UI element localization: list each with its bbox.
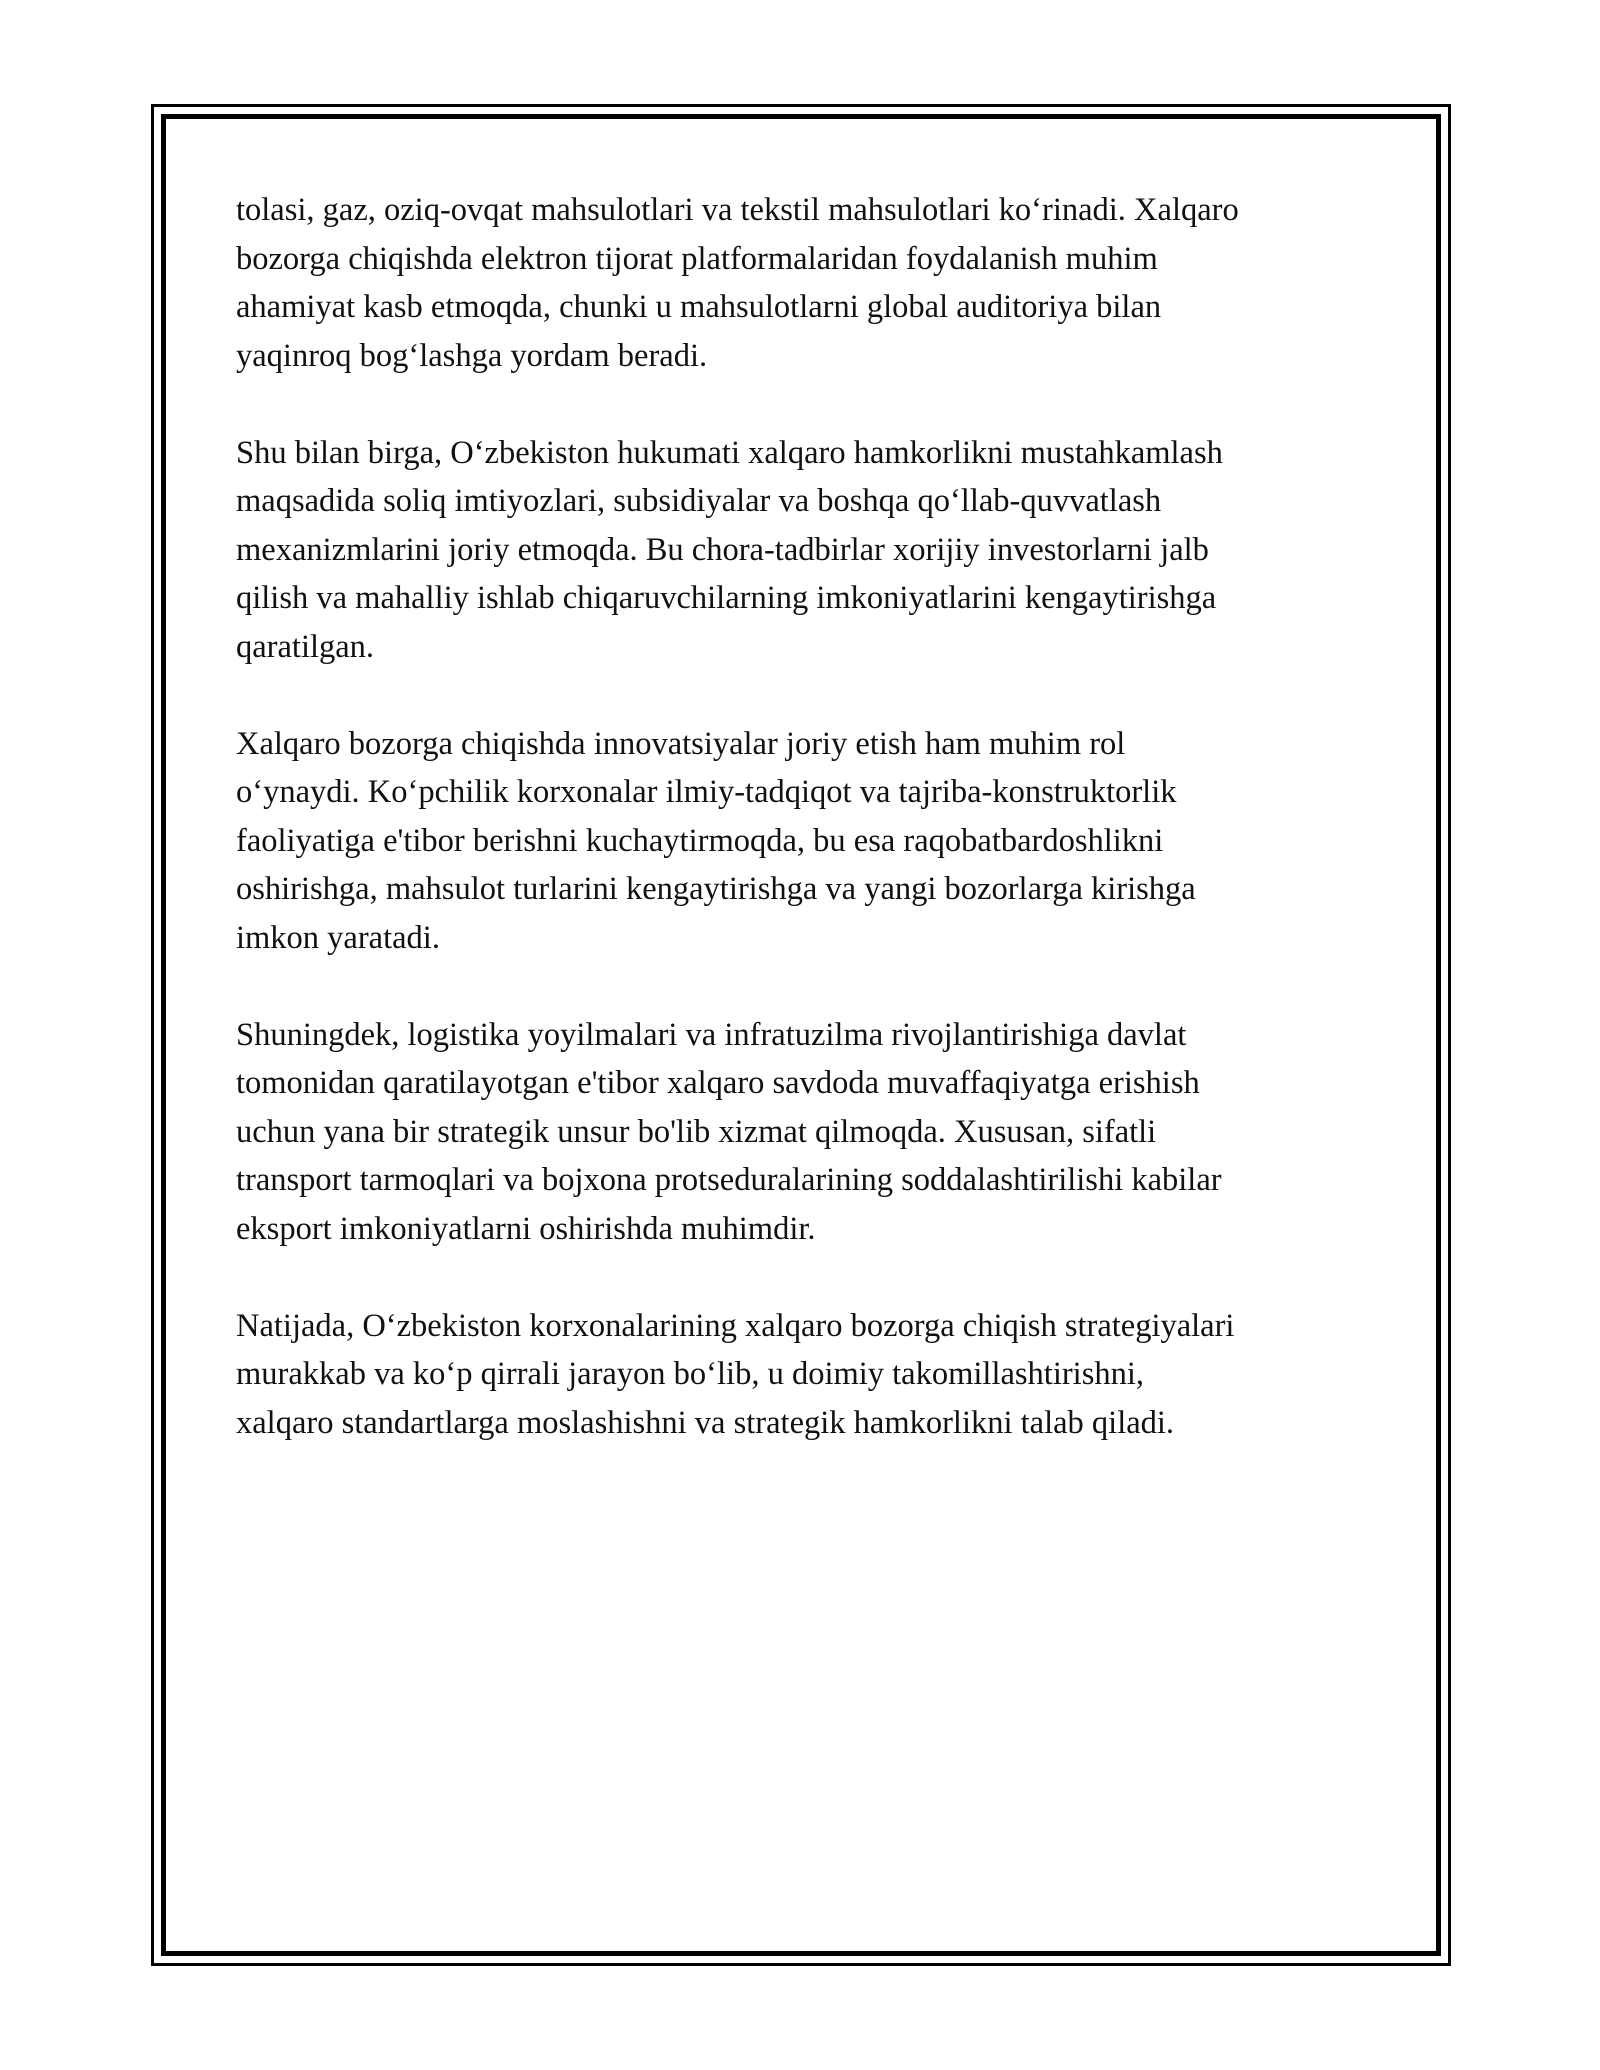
text-line: Xalqaro bozorga chiqishda innovatsiyalar joriy etish ham muhim rol bbox=[236, 725, 1126, 762]
paragraph-4 bbox=[236, 1011, 1376, 1254]
text-line: tomonidan qaratilayotgan e'tibor xalqaro savdoda muvaffaqiyatga erishish bbox=[236, 1065, 1200, 1101]
paragraph-3 bbox=[236, 720, 1376, 963]
text-line: mexanizmlarini joriy etmoqda. Bu chora-tadbirlar xorijiy investorlarni jalb bbox=[236, 531, 1209, 568]
text-line: murakkab va koʻp qirrali jarayon boʻlib, u doimiy takomillashtirishni, bbox=[236, 1356, 1145, 1392]
text-line: uchun yana bir strategik unsur bo'lib xizmat qilmoqda. Xususan, sifatli bbox=[236, 1113, 1157, 1150]
text-line: Natijada, Oʻzbekiston korxonalarining xalqaro bozorga chiqish strategiyalari bbox=[236, 1307, 1235, 1344]
text-line: transport tarmoqlari va bojxona protseduralarining soddalashtirilishi kabilar bbox=[236, 1162, 1222, 1198]
text-line: Shu bilan birga, Oʻzbekiston hukumati xalqaro hamkorlikni mustahkamlash bbox=[236, 434, 1223, 471]
text-line: maqsadida soliq imtiyozlari, subsidiyalar va boshqa qoʻllab-quvvatlash bbox=[236, 483, 1162, 519]
text-line: qilish va mahalliy ishlab chiqaruvchilarning imkoniyatlarini kengaytirishga bbox=[236, 580, 1217, 616]
text-line: tolasi, gaz, oziq-ovqat mahsulotlari va tekstil mahsulotlari koʻrinadi. Xalqaro bbox=[236, 192, 1239, 228]
paragraph-2 bbox=[236, 429, 1376, 672]
document-body bbox=[236, 186, 1376, 1496]
text-line: faoliyatiga e'tibor berishni kuchaytirmoqda, bu esa raqobatbardoshlikni bbox=[236, 822, 1164, 859]
text-line: bozorga chiqishda elektron tijorat platformalaridan foydalanish muhim bbox=[236, 240, 1158, 277]
text-line: oʻynaydi. Koʻpchilik korxonalar ilmiy-tadqiqot va tajriba-konstruktorlik bbox=[236, 774, 1177, 810]
paragraph-5 bbox=[236, 1302, 1376, 1448]
text-line: ahamiyat kasb etmoqda, chunki u mahsulotlarni global auditoriya bilan bbox=[236, 289, 1162, 325]
text-line: imkon yaratadi. bbox=[236, 919, 440, 956]
text-line: yaqinroq bogʻlashga yordam beradi. bbox=[236, 337, 708, 374]
text-line: xalqaro standartlarga moslashishni va strategik hamkorlikni talab qiladi. bbox=[236, 1404, 1175, 1441]
text-line: qaratilgan. bbox=[236, 628, 375, 665]
text-line: Shuningdek, logistika yoyilmalari va infratuzilma rivojlantirishiga davlat bbox=[236, 1016, 1187, 1053]
text-line: eksport imkoniyatlarni oshirishda muhimdir. bbox=[236, 1210, 816, 1247]
paragraph-1 bbox=[236, 186, 1376, 380]
text-line: oshirishga, mahsulot turlarini kengaytirishga va yangi bozorlarga kirishga bbox=[236, 871, 1196, 907]
